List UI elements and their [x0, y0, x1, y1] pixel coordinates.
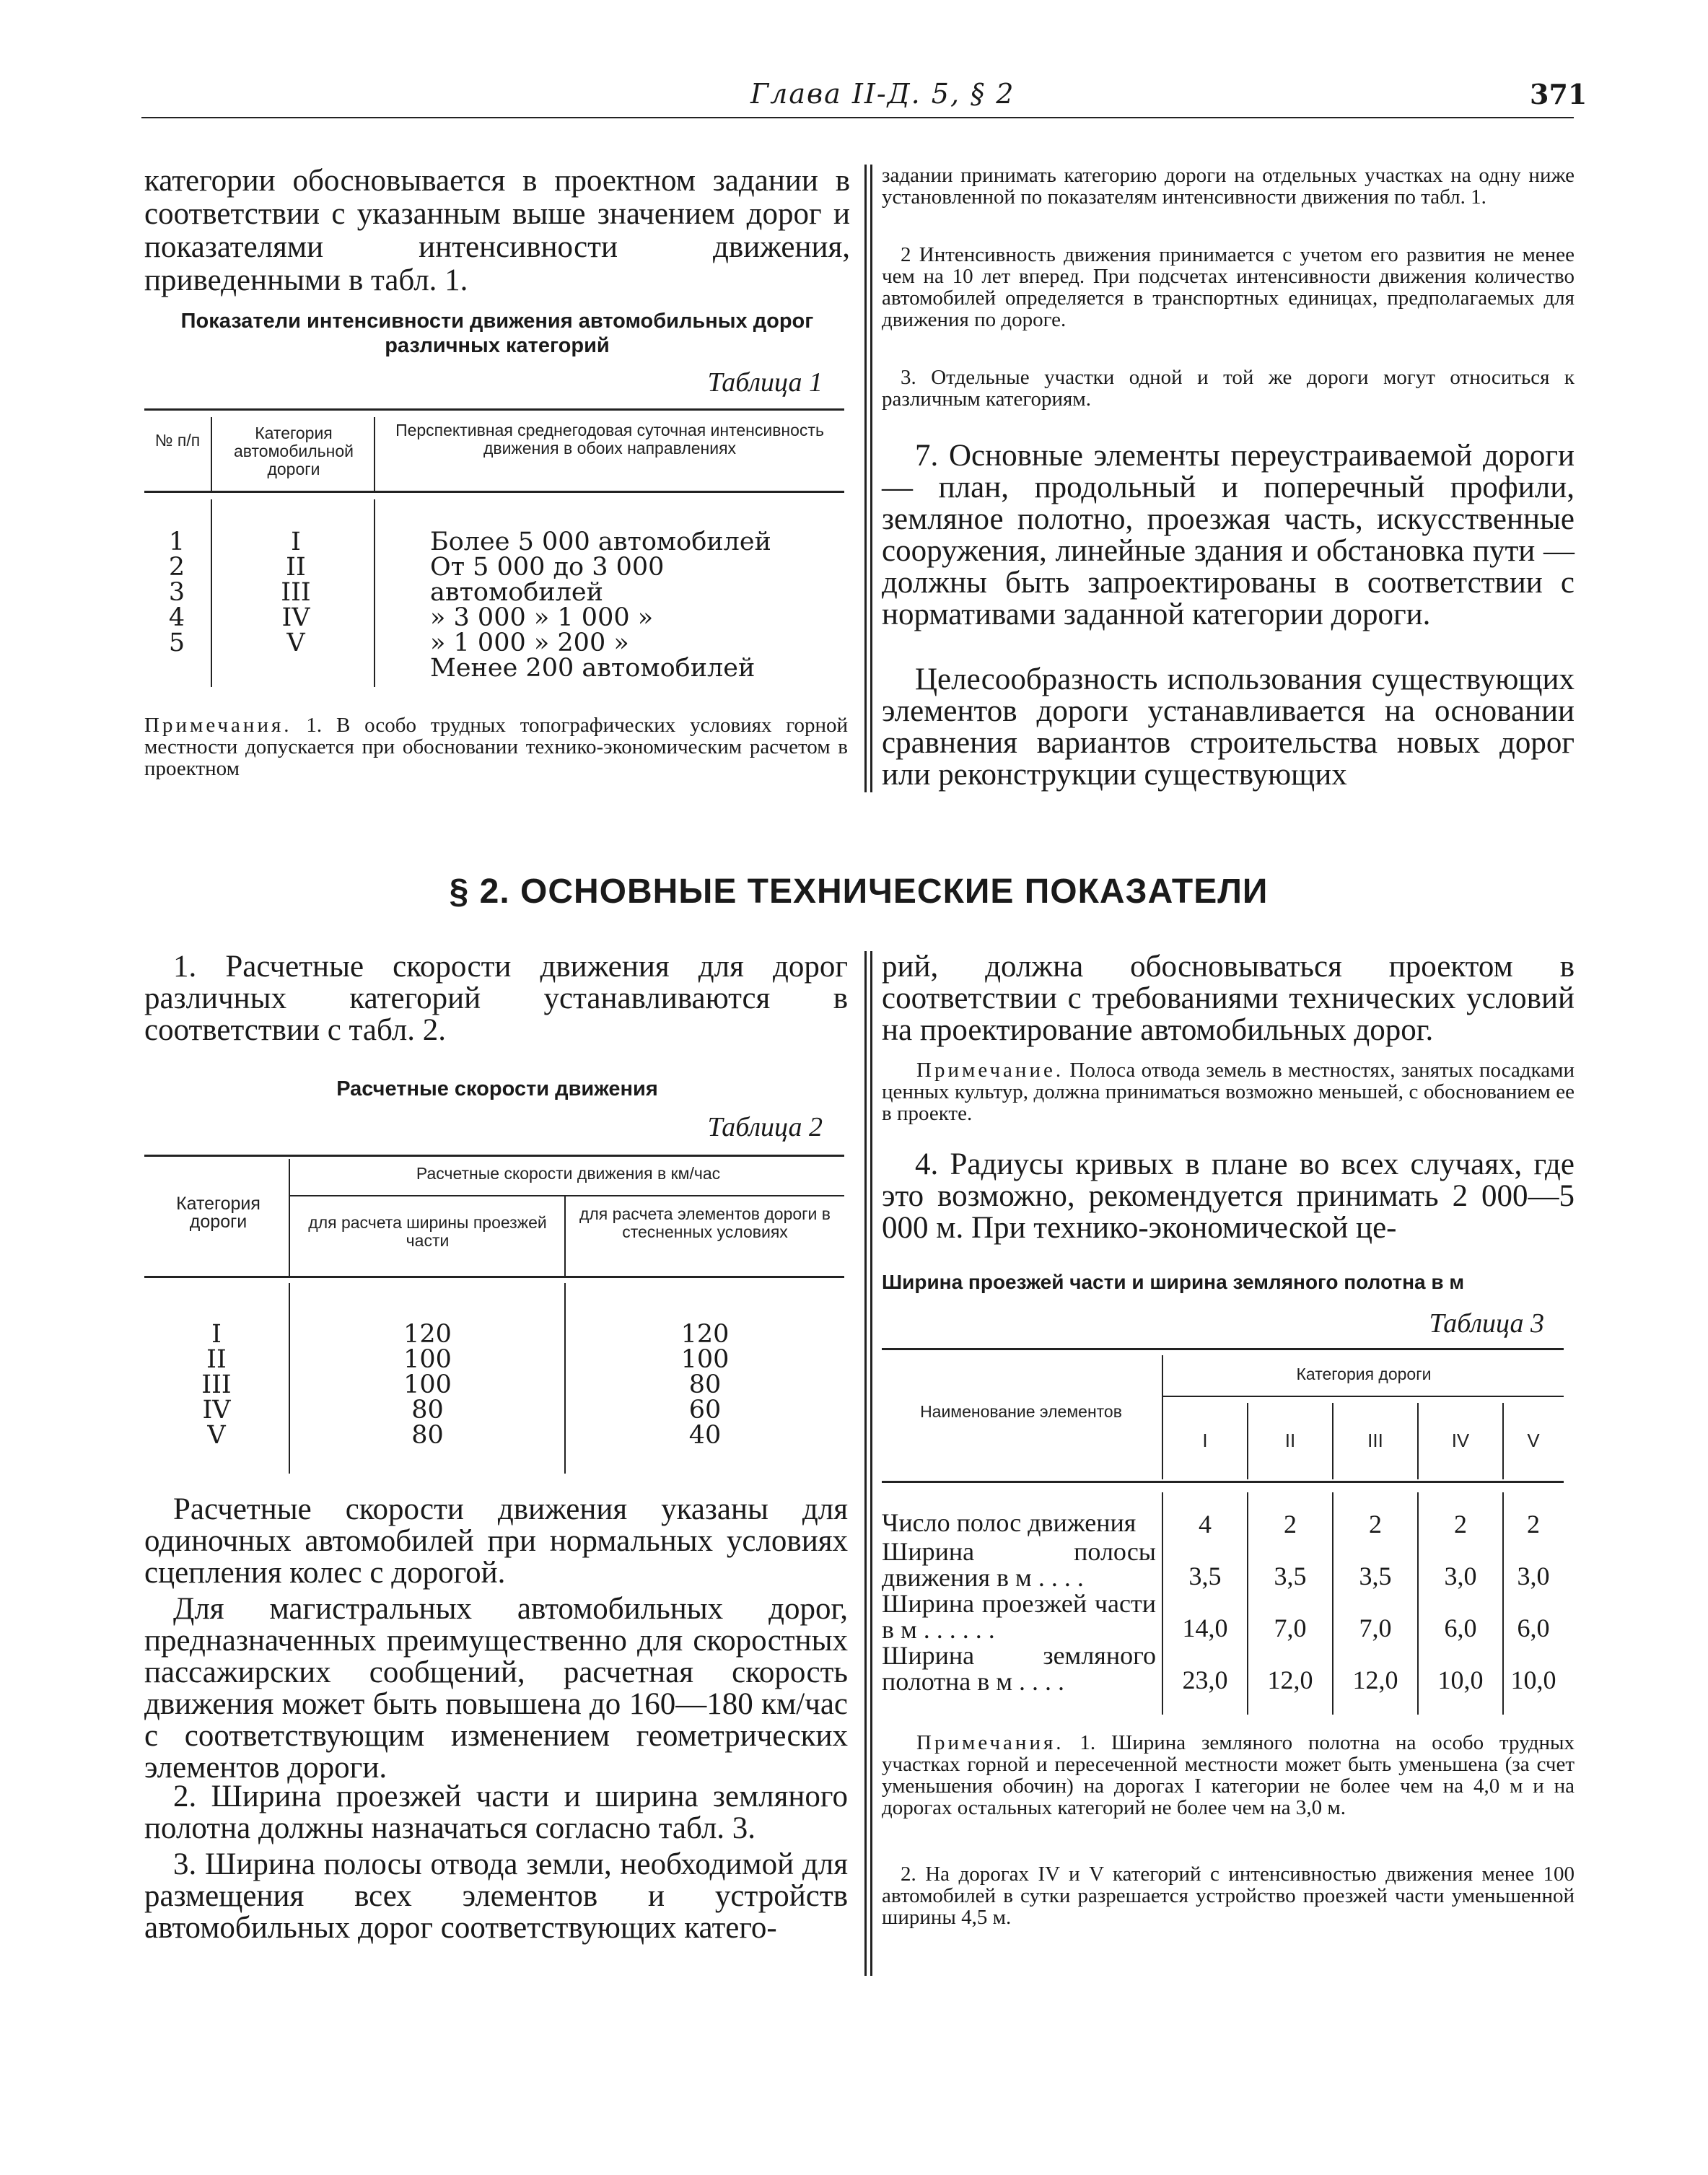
table3-cell: 3,0 [1517, 1562, 1550, 1590]
column-divider-bottom [864, 951, 867, 1976]
table2-body-rule-2 [564, 1283, 566, 1474]
table2-header-group [296, 1165, 841, 1183]
table3-cell: 2 [1369, 1510, 1382, 1539]
table2-caption: Расчетные скорости движения [336, 1077, 658, 1100]
table3-cell: 12,0 [1267, 1666, 1313, 1694]
table1-header-intensity: Перспективная среднегодовая суточная интенсивность движения в обоих направлениях [395, 421, 824, 458]
right-top-note-continued: задании принимать категорию дороги на отдельных участках на одну ниже установленной по показателям интенсивности движения по табл. 1. [882, 164, 1575, 209]
table3-header-name: Наименование элементов [920, 1402, 1122, 1421]
table3-note-1-text: 1. Ширина земляного полотна на особо трудных участках горной и пересеченной местности может быть уменьшена (за счет уменьшения обочин) на дорогах I категории не более чем на 4,0 м и на дорогах остальных категорий не более чем на 3,0 м. [882, 1731, 1575, 1819]
column-divider-top-2 [870, 165, 872, 792]
table1-col-rule-1 [211, 417, 212, 491]
left-bottom-paragraph-1: 1. Расчетные скорости движения для дорог различных категорий устанавливаются в соответствии с табл. 2. [144, 950, 848, 1047]
table2-category: II [206, 1345, 227, 1374]
table3-caption: Ширина проезжей части и ширина земляного полотна в м [882, 1271, 1465, 1293]
table1-num-column [155, 530, 198, 656]
table2-speed-width: 100 [403, 1370, 452, 1399]
right-bottom-paragraph-4: 4. Радиусы кривых в плане во всех случаях, где это возможно, рекомендуется принимать 2 000—5 000 м. При технико-экономической це- [882, 1147, 1575, 1245]
table3-name-rule [1162, 1355, 1163, 1479]
right-bottom-note-text: Полоса отвода земель в местностях, занятых посадками ценных культур, должна приниматься возможно меньшей, с обоснованием ее в проекте. [882, 1059, 1575, 1125]
table3-cell: 10,0 [1437, 1666, 1484, 1694]
table3-row-label: Ширина проезжей части в м . . . . . . [882, 1589, 1156, 1644]
left-bottom-paragraph-3: Для магистральных автомобильных дорог, предназначенных преимущественно для скоростных пассажирских сообщений, расчетная скорость движения может быть повышена до 160—180 км/час с соответствующим изменением геометрических элементов дороги. [144, 1592, 848, 1785]
table1-notes-text: 1. В особо трудных топографических условиях горной местности допускается при обосновании технико-экономическим расчетом в проектном [144, 714, 849, 780]
table3-row-label: Число полос движения [882, 1508, 1137, 1537]
table1-num: 1 [168, 528, 185, 556]
table2-col-rule-2 [564, 1196, 566, 1276]
table2-speed-constrained: 60 [688, 1396, 722, 1425]
table3-cell: 2 [1284, 1510, 1297, 1539]
table3-cell: 6,0 [1517, 1614, 1550, 1642]
table3-header-group: Категория дороги [1296, 1365, 1432, 1383]
table2-header-rule [144, 1276, 844, 1278]
table3-cell: 3,5 [1188, 1562, 1222, 1590]
table3-cell: 2 [1527, 1510, 1540, 1539]
right-bottom-note [882, 1059, 1575, 1124]
table3-cell: 2 [1454, 1510, 1467, 1539]
table1-value: От 5 000 до 3 000 автомобилей [430, 553, 665, 607]
table3-number: Таблица 3 [1429, 1308, 1544, 1339]
table3-cell: 12,0 [1352, 1666, 1398, 1694]
table2-header-group-text: Расчетные скорости движения в км/час [416, 1164, 721, 1183]
table3-cell: 6,0 [1444, 1614, 1477, 1642]
right-bottom-note-label: Примечание. [916, 1059, 1064, 1082]
table2-width-column [296, 1322, 559, 1448]
table3-notes-label: Примечания. [916, 1731, 1064, 1754]
table1-category: III [281, 578, 311, 607]
table2-speed-width: 100 [403, 1345, 452, 1374]
table3-cell: 23,0 [1182, 1666, 1228, 1694]
table3-cell: 3,0 [1444, 1562, 1477, 1590]
section-title: § 2. ОСНОВНЫЕ ТЕХНИЧЕСКИЕ ПОКАЗАТЕЛИ [449, 872, 1269, 911]
table2-header-category: Категория дороги [176, 1194, 260, 1232]
table1-top-rule [144, 408, 844, 411]
table3-cell: 3,5 [1274, 1562, 1307, 1590]
table2-body-rule-1 [289, 1283, 290, 1474]
page-number: 371 [1530, 78, 1587, 110]
table2-speed-width: 80 [411, 1421, 444, 1450]
table2-cat-column [155, 1322, 278, 1448]
table1-notes-label: Примечания. [144, 714, 292, 737]
table2-category: III [201, 1370, 232, 1399]
table3-top-rule [882, 1348, 1564, 1350]
table1-value: Более 5 000 автомобилей [430, 528, 771, 556]
column-divider-top [864, 165, 867, 792]
table3-group-rule [1162, 1396, 1564, 1397]
table3-cell: 10,0 [1510, 1666, 1556, 1694]
table3-row-label: Ширина полосы движения в м . . . . [882, 1537, 1156, 1592]
table2-col-rule-1 [289, 1159, 290, 1276]
table1-num: 4 [168, 603, 185, 632]
table2-group-rule [289, 1195, 844, 1196]
table1-value-column [430, 530, 841, 681]
table1-caption: Показатели интенсивности движения автомобильных дорог различных категорий [180, 310, 814, 357]
table2-speed-constrained: 80 [688, 1370, 722, 1399]
table3-header-rule [882, 1481, 1564, 1483]
table3-notes-1 [882, 1732, 1575, 1819]
table3-cell: 7,0 [1359, 1614, 1392, 1642]
table3-header-cat-4: IV [1451, 1430, 1470, 1451]
table1-body-rule-2 [374, 499, 375, 687]
table2-speed-width: 120 [403, 1320, 452, 1349]
table3-header-cat-1: I [1202, 1430, 1208, 1451]
table1-header-rule [144, 491, 844, 493]
table1-body-rule-1 [211, 499, 212, 687]
table1-number: Таблица 1 [707, 367, 823, 398]
table2-speed-constrained: 40 [688, 1421, 722, 1450]
table2-speed-constrained: 120 [680, 1320, 730, 1349]
table1-num: 3 [168, 578, 185, 607]
left-bottom-paragraph-4: 2. Ширина проезжей части и ширина земляного полотна должны назначаться согласно табл. 3. [144, 1780, 848, 1845]
table3-header-cat-3: III [1367, 1430, 1383, 1451]
right-bottom-paragraph-1: рий, должна обосновываться проектом в соответствии с требованиями технических условий на проектирование автомобильных дорог. [882, 950, 1575, 1047]
header-rule [141, 117, 1574, 118]
left-bottom-paragraph-2: Расчетные скорости движения указаны для одиночных автомобилей при нормальных условиях сцепления колес с дорогой. [144, 1492, 848, 1590]
table1-value: » 3 000 » 1 000 » [430, 603, 654, 632]
table1-num: 5 [168, 629, 185, 657]
paragraph-existing-elements: Целесообразность использования существующих элементов дороги устанавливается на основании сравнения вариантов строительства новых дорог или реконструкции существующих [882, 662, 1575, 792]
table1-header-num: № п/п [154, 431, 201, 450]
table2-category: V [207, 1421, 226, 1450]
table2-speed-width: 80 [411, 1396, 444, 1425]
table1-value: » 1 000 » 200 » [430, 629, 629, 657]
table1-category: I [291, 528, 301, 556]
table2-header-width: для расчета ширины проезжей части [308, 1213, 547, 1250]
right-top-note-2: 2 Интенсивность движения принимается с учетом его развития не менее чем на 10 лет вперед. При подсчетах интенсивности движения количество автомобилей определяется в транспортных единицах, предполагаемых для движения по дороге. [882, 243, 1575, 331]
table1-category: V [286, 629, 305, 657]
column-divider-bottom-2 [870, 951, 872, 1976]
table1-category: IV [281, 603, 310, 632]
paragraph-7: 7. Основные элементы переустраиваемой дороги — план, продольный и поперечный профили, земляное полотно, проезжая часть, искусственные сооружения, линейные здания и обстановка пути — должны быть запроектированы в соответствии с нормативами заданной категории дороги. [882, 439, 1575, 631]
table2-number: Таблица 2 [707, 1112, 823, 1142]
table2-category: I [211, 1320, 222, 1349]
table3-header-cat-2: II [1284, 1430, 1296, 1451]
table3-header-cat-5: V [1527, 1430, 1540, 1451]
table2-top-rule [144, 1155, 844, 1157]
table1-value: Менее 200 автомобилей [430, 654, 756, 683]
table2-speed-constrained: 100 [680, 1345, 730, 1374]
table3-cell: 3,5 [1359, 1562, 1392, 1590]
table1-num: 2 [168, 553, 185, 582]
table1-notes [144, 714, 848, 779]
table2-header-constrained: для расчета элементов дороги в стесненных условиях [579, 1204, 831, 1241]
running-header-title: Глава II-Д. 5, § 2 [750, 78, 1015, 110]
table2-category: IV [202, 1396, 231, 1425]
table3-row-label: Ширина земляного полотна в м . . . . [882, 1641, 1156, 1696]
table2-constrained-column [571, 1322, 838, 1448]
table3-notes-2: 2. На дорогах IV и V категорий с интенсивностью движения менее 100 автомобилей в сутки разрешается устройство проезжей части уменьшенной ширины 4,5 м. [882, 1863, 1575, 1929]
table3-cell: 14,0 [1182, 1614, 1228, 1642]
left-bottom-paragraph-5: 3. Ширина полосы отвода земли, необходимой для размещения всех элементов и устройств автомобильных дорог соответствующих катего- [144, 1847, 848, 1945]
right-top-note-3: 3. Отдельные участки одной и той же дороги могут относиться к различным категориям. [882, 366, 1575, 411]
table1-cat-column [231, 530, 361, 656]
table3-cell: 4 [1199, 1510, 1212, 1539]
left-top-paragraph: категории обосновывается в проектном задании в соответствии с указанным выше значением дорог и показателями интенсивности движения, приведенными в табл. 1. [144, 164, 850, 297]
table3-cell: 7,0 [1274, 1614, 1307, 1642]
table1-category: II [286, 553, 306, 582]
table1-col-rule-2 [374, 417, 375, 491]
table1-header-category: Категория автомобильной дороги [234, 424, 354, 478]
